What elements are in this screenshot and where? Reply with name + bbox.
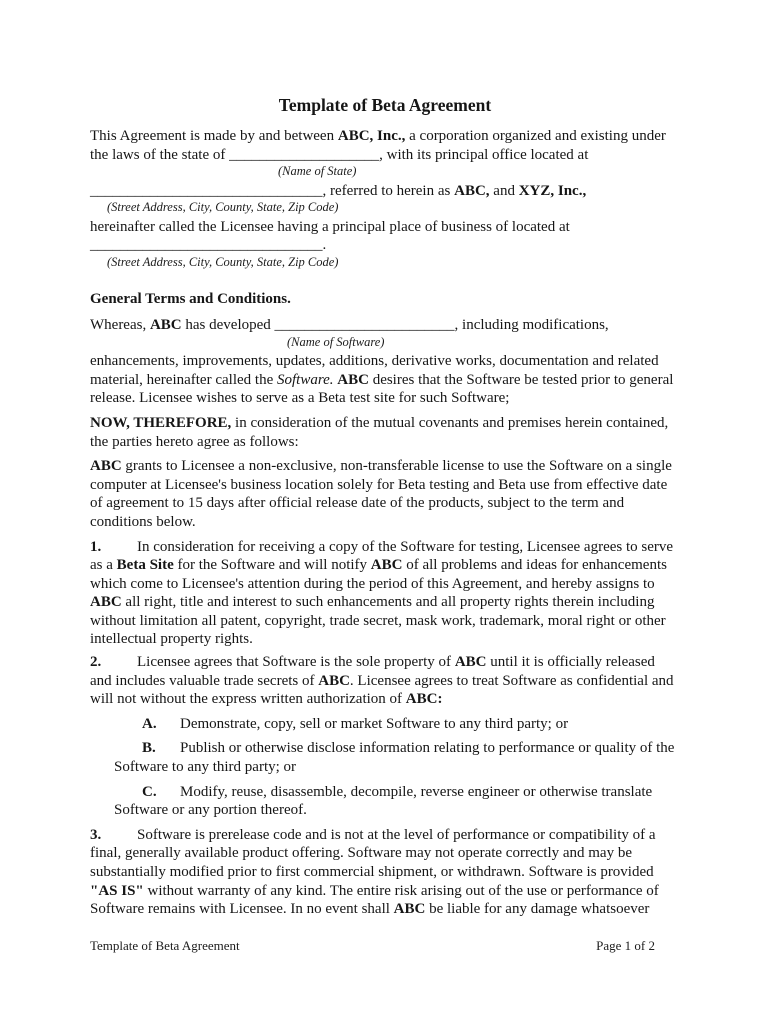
clause-2-text: Licensee agrees that Software is the sole property of ABC until it is officially released and includes valuable trade secrets of ABC. Licensee agrees to treat Software as confidential and will not without the express written authorization of ABC: — [90, 654, 674, 708]
clause-2 — [90, 653, 680, 709]
clause-3-number: 3. — [90, 826, 102, 843]
field-label-street-address-1: (Street Address, City, County, State, Zip Code) — [107, 200, 339, 215]
subclause-b-text: Publish or otherwise disclose information relating to performance or quality of the Software to any third party; or — [114, 740, 675, 776]
field-label-street-address-2: (Street Address, City, County, State, Zip Code) — [107, 254, 339, 269]
subclause-a-letter: A. — [142, 715, 157, 732]
subclause-a-text: Demonstrate, copy, sell or market Software to any third party; or — [180, 715, 569, 732]
whereas-paragraph: Whereas, ABC has developed ________________________, including modifications, — [90, 317, 609, 334]
subclause-c-letter: C. — [142, 783, 157, 800]
intro-paragraph-2: _______________________________, referred to herein as ABC, and XYZ, Inc., — [90, 182, 587, 199]
clause-1-number: 1. — [90, 538, 102, 555]
subclause-c — [114, 783, 680, 820]
now-therefore-paragraph: NOW, THEREFORE, in consideration of the mutual covenants and premises herein contained, the parties hereto agree as follows: — [90, 414, 669, 450]
intro-paragraph-3: hereinafter called the Licensee having a principal place of business of located at — [90, 218, 570, 235]
clause-2-number: 2. — [90, 654, 102, 671]
intro-paragraph-4: _______________________________. — [90, 237, 327, 254]
field-label-name-of-state: (Name of State) — [278, 164, 357, 179]
clause-3 — [90, 826, 680, 919]
subclause-b-letter: B. — [142, 740, 156, 757]
clause-1 — [90, 538, 680, 650]
field-label-name-of-software: (Name of Software) — [287, 334, 385, 349]
subclause-a — [114, 715, 680, 734]
subclause-c-text: Modify, reuse, disassemble, decompile, reverse engineer or otherwise translate Software or any portion thereof. — [114, 783, 653, 819]
page-footer — [90, 938, 655, 954]
footer-document-title: Template of Beta Agreement — [90, 938, 240, 953]
subclause-b — [114, 739, 680, 776]
footer-page-number: Page 1 of 2 — [596, 938, 655, 953]
clause-3-text: Software is prerelease code and is not at the level of performance or compatibility of a final, generally available product offering. Software may not operate correctly and may be substantially modified prior to first commercial shipment, or withdrawn. Software is provided "AS IS" without warranty of any kind. The entire risk arising out of the use or performance of Software remains with Licensee. In no event shall ABC be liable for any damage whatsoever — [90, 826, 659, 918]
intro-paragraph-1: This Agreement is made by and between ABC, Inc., a corporation organized and existing under the laws of the state of ____________________, with its principal office located at — [90, 128, 666, 163]
grant-paragraph: ABC grants to Licensee a non-exclusive, non-transferable license to use the Software on a single computer at Licensee's business location solely for Beta testing and Beta use from effective date of agreement to 15 days after official release date of the products, subject to the term and conditions below. — [90, 458, 672, 530]
section-heading-general-terms: General Terms and Conditions. — [90, 291, 291, 308]
clause-1-text: In consideration for receiving a copy of the Software for testing, Licensee agrees to serve as a Beta Site for the Software and will notify ABC of all problems and ideas for enhancements which come to Licensee's attention during the period of this Agreement, and hereby assigns to ABC all right, title and interest to such enhancements and all property rights therein including without limitation all patent, copyright, trade secret, mask work, trademark, moral right or other intellectual property rights. — [90, 538, 674, 648]
document-title: Template of Beta Agreement — [278, 95, 492, 115]
enhancements-paragraph: enhancements, improvements, updates, additions, derivative works, documentation and related material, hereinafter called the Software. ABC desires that the Software be tested prior to general release. Licensee wishes to serve as a Beta test site for such Software; — [90, 353, 674, 407]
